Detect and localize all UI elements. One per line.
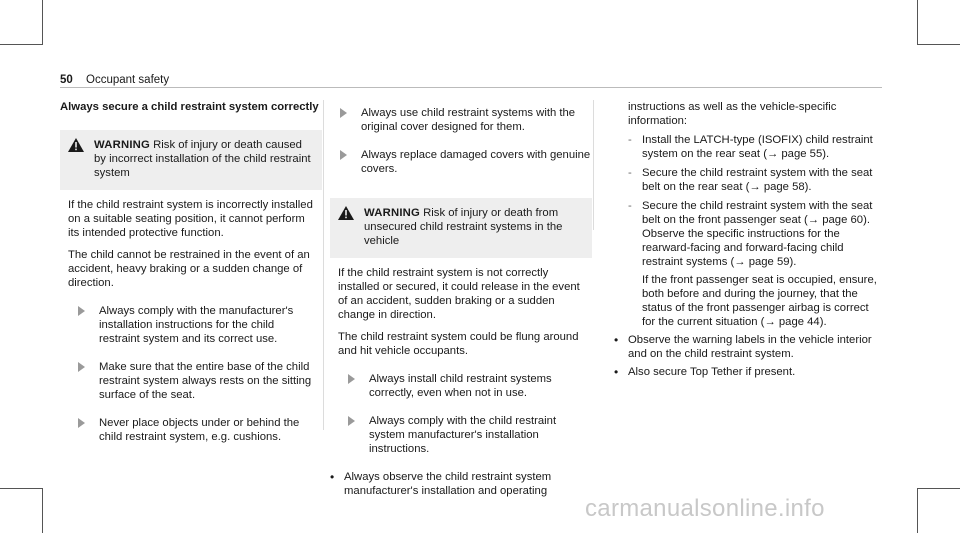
list-item: - Secure the child restraint system with the seat belt on the rear seat (→ page 58). bbox=[628, 167, 873, 193]
section-title: Occupant safety bbox=[86, 74, 170, 86]
column-divider bbox=[323, 100, 324, 430]
instruction-step: Always comply with the child restraint system manufacturer's installation instructions. bbox=[338, 414, 584, 456]
warning-paragraph: If the child restraint system is incorrectly installed on a suitable seating position, it cannot perform its intended protective function. bbox=[68, 199, 313, 239]
arrow-icon bbox=[348, 416, 355, 426]
crop-mark bbox=[0, 488, 43, 489]
warning-icon bbox=[68, 138, 84, 152]
instruction-step: Never place objects under or behind the child restraint system, e.g. cushions. bbox=[68, 416, 314, 444]
instruction-step: Always use child restraint systems with the original cover designed for them. bbox=[330, 106, 592, 134]
page-reference: (→ page 58). bbox=[745, 181, 812, 193]
arrow-icon bbox=[340, 150, 347, 160]
list-item: • Also secure Top Tether if present. bbox=[614, 365, 796, 379]
list-item: - Secure the child restraint system with the seat belt on the front passenger seat (→ page 60). Observe the specific instructions for the rearward-facing and forward-facing child restraint systems (→ page 59). If the front passenger seat is occupied, ensure, both before and during the journey, that the status of the front passenger airbag is correct for the current situation (→ page 44). bbox=[628, 199, 882, 329]
crop-mark bbox=[42, 0, 43, 45]
intro-text: instructions as well as the vehicle-specific information: bbox=[628, 101, 837, 127]
arrow-icon bbox=[78, 418, 85, 428]
warning-icon bbox=[338, 206, 354, 220]
warning-box bbox=[60, 130, 322, 190]
page-reference: (→ page 55). bbox=[763, 148, 830, 160]
warning-paragraph: If the child restraint system is not correctly installed or secured, it could release in the event of an accident, sudden braking or a sudden change in direction. bbox=[338, 267, 580, 321]
dash-icon: - bbox=[628, 167, 632, 179]
crop-mark bbox=[917, 488, 918, 533]
column-2 bbox=[330, 100, 592, 498]
arrow-icon bbox=[78, 306, 85, 316]
column-divider bbox=[593, 100, 594, 230]
page-reference: (→ page 60). Observe the specific instructions for the rearward-facing and forward-facing child restraint systems (→ page 59). bbox=[642, 214, 870, 268]
warning-title: Risk of injury or death caused by incorrect installation of the child restraint system bbox=[94, 139, 311, 179]
warning-label: WARNING bbox=[94, 139, 150, 151]
crop-mark bbox=[917, 488, 960, 489]
column-1 bbox=[60, 100, 322, 444]
arrow-icon bbox=[348, 374, 355, 384]
list-item: • Observe the warning labels in the vehicle interior and on the child restraint system. bbox=[614, 333, 872, 360]
bullet-icon: • bbox=[330, 470, 335, 484]
arrow-icon bbox=[78, 362, 85, 372]
section-heading: Always secure a child restraint system correctly bbox=[60, 101, 319, 113]
warning-paragraph: The child cannot be restrained in the event of an accident, heavy braking or a sudden change of direction. bbox=[68, 249, 310, 289]
dash-icon: - bbox=[628, 134, 632, 146]
crop-mark bbox=[917, 0, 918, 45]
bullet-icon: • bbox=[614, 333, 619, 347]
bullet-icon: • bbox=[614, 365, 619, 379]
column-3 bbox=[614, 100, 882, 379]
instruction-step: Make sure that the entire base of the child restraint system always rests on the sitting surface of the seat. bbox=[68, 360, 314, 402]
watermark: carmanualsonline.info bbox=[585, 495, 825, 522]
instruction-step: Always comply with the manufacturer's installation instructions for the child restraint system and its correct use. bbox=[68, 304, 314, 346]
page-header bbox=[60, 73, 169, 87]
note-text: If the front passenger seat is occupied, ensure, both before and during the journey, that the status of the front passenger airbag is correct for the current situation (→ page 44). bbox=[642, 274, 877, 328]
dash-icon: - bbox=[628, 200, 632, 212]
warning-title: Risk of injury or death from unsecured child restraint systems in the vehicle bbox=[364, 207, 563, 247]
page-number: 50 bbox=[60, 74, 73, 86]
crop-mark bbox=[0, 44, 43, 45]
crop-mark bbox=[917, 44, 960, 45]
warning-box bbox=[330, 198, 592, 258]
arrow-icon bbox=[340, 108, 347, 118]
list-item: - Install the LATCH-type (ISOFIX) child restraint system on the rear seat (→ page 55). bbox=[628, 134, 873, 160]
warning-label: WARNING bbox=[364, 207, 420, 219]
header-rule bbox=[60, 87, 882, 88]
list-item: • Always observe the child restraint system manufacturer's installation and operating bbox=[330, 470, 552, 497]
instruction-step: Always replace damaged covers with genuine covers. bbox=[330, 148, 592, 176]
warning-paragraph: The child restraint system could be flung around and hit vehicle occupants. bbox=[338, 331, 579, 357]
instruction-step: Always install child restraint systems correctly, even when not in use. bbox=[338, 372, 584, 400]
crop-mark bbox=[42, 488, 43, 533]
